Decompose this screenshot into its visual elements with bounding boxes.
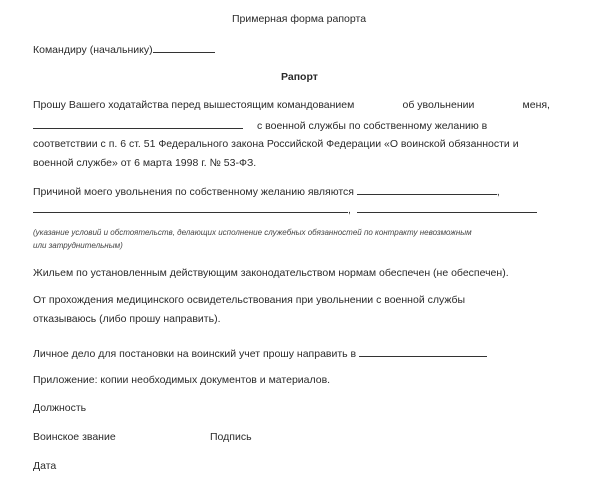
document-title: Примерная форма рапорта	[232, 13, 367, 25]
file-label: Личное дело для постановки на воинский учет прошу направить в	[33, 348, 357, 360]
attachment-text: Приложение: копии необходимых документов и материалов.	[33, 374, 331, 386]
reason-blank-3[interactable]	[357, 202, 537, 213]
position-label: Должность	[33, 402, 87, 414]
date-label: Дата	[33, 460, 57, 472]
para1-c: меня,	[522, 99, 550, 111]
medical-line-1: От прохождения медицинского освидетельствования при увольнении с военной службы	[33, 294, 466, 306]
para1-f: военной службе» от 6 марта 1998 г. № 53-ФЗ.	[33, 157, 257, 169]
addressee-label: Командиру (начальнику)	[33, 44, 153, 56]
addressee-blank[interactable]	[153, 42, 215, 53]
reason-blank-2[interactable]	[33, 202, 348, 213]
para1-a: Прошу Вашего ходатайства перед вышестоящим командованием	[33, 99, 355, 111]
name-blank[interactable]	[33, 118, 243, 129]
file-line	[33, 346, 487, 360]
reason-line: Причиной моего увольнения по собственному желанию являются ,	[33, 186, 500, 198]
para1-line-1	[33, 99, 550, 111]
reason-note-1: (указание условий и обстоятельств, делающих исполнение служебных обязанностей по контракту невозможным	[33, 228, 472, 237]
para1-d: с военной службы по собственному желанию в	[257, 120, 488, 132]
file-blank[interactable]	[359, 346, 487, 357]
report-heading: Рапорт	[281, 71, 318, 83]
reason-line-2: ,	[33, 202, 537, 216]
addressee-line	[33, 42, 215, 56]
housing-text: Жильем по установленным действующим законодательством нормам обеспечен (не обеспечен).	[33, 267, 509, 279]
reason-blank-1[interactable]	[357, 184, 497, 195]
rank-label: Воинское звание	[33, 431, 116, 443]
medical-line-2: отказываюсь (либо прошу направить).	[33, 313, 221, 325]
reason-label: Причиной моего увольнения по собственному желанию являются	[33, 186, 354, 198]
para1-b: об увольнении	[402, 99, 475, 111]
para1-line-2	[33, 118, 487, 132]
signature-label: Подпись	[210, 431, 252, 443]
para1-e: соответствии с п. 6 ст. 51 Федерального закона Российской Федерации «О воинской обязанности и	[33, 138, 519, 150]
reason-note-2: или затруднительным)	[33, 241, 123, 250]
